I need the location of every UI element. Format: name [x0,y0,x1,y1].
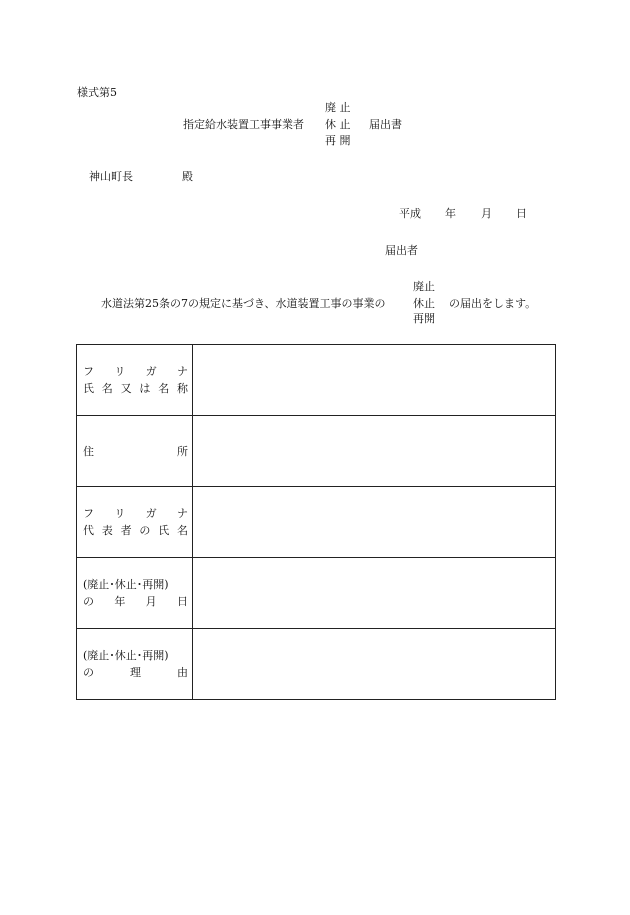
name-label-cell [77,345,193,416]
representative-value-cell[interactable] [193,487,556,558]
table-row [77,345,556,416]
date-label-cell [77,558,193,629]
date-type-label: (廃止･休止･再開) [83,578,169,591]
address-value-cell[interactable] [193,416,556,487]
date-month-unit: 月 [481,207,492,220]
title-main: 指定給水装置工事事業者 [183,118,304,131]
title-option-resume: 再 開 [325,134,351,147]
title-option-abolish: 廃 止 [325,101,351,114]
statement-prefix: 水道法第25条の7の規定に基づき、水道装置工事の事業の [101,297,386,310]
statement-suffix: の届出をします。 [449,297,537,310]
addressee-name: 神山町長 [89,170,133,183]
date-era: 平成 [399,207,421,220]
furigana-label: フ リ ガ ナ [83,507,188,520]
submitter-label: 届出者 [385,244,418,257]
statement-option-resume: 再開 [413,312,435,325]
table-row [77,558,556,629]
date-ymd-label: の 年 月 日 [83,595,188,608]
date-day-unit: 日 [516,207,527,220]
reason-label: の 理 由 [83,666,188,679]
reason-label-cell [77,629,193,700]
statement-option-abolish: 廃止 [413,280,435,293]
title-option-suspend: 休 止 [325,118,351,131]
name-or-title-label: 氏 名 又 は 名 称 [83,382,188,395]
address-label: 住 所 [83,444,188,458]
title-suffix: 届出書 [369,118,402,131]
representative-name-label: 代 表 者 の 氏 名 [83,524,188,537]
furigana-label: フ リ ガ ナ [83,365,188,378]
form-number: 様式第5 [77,86,117,99]
table-row [77,487,556,558]
date-year-unit: 年 [445,207,456,220]
address-label-cell [77,416,193,487]
notification-form-table [76,344,556,700]
date-value-cell[interactable] [193,558,556,629]
statement-option-suspend: 休止 [413,297,435,310]
name-value-cell[interactable] [193,345,556,416]
table-row [77,629,556,700]
representative-label-cell [77,487,193,558]
addressee-honorific: 殿 [182,170,193,183]
reason-type-label: (廃止･休止･再開) [83,649,169,662]
reason-value-cell[interactable] [193,629,556,700]
table-row [77,416,556,487]
